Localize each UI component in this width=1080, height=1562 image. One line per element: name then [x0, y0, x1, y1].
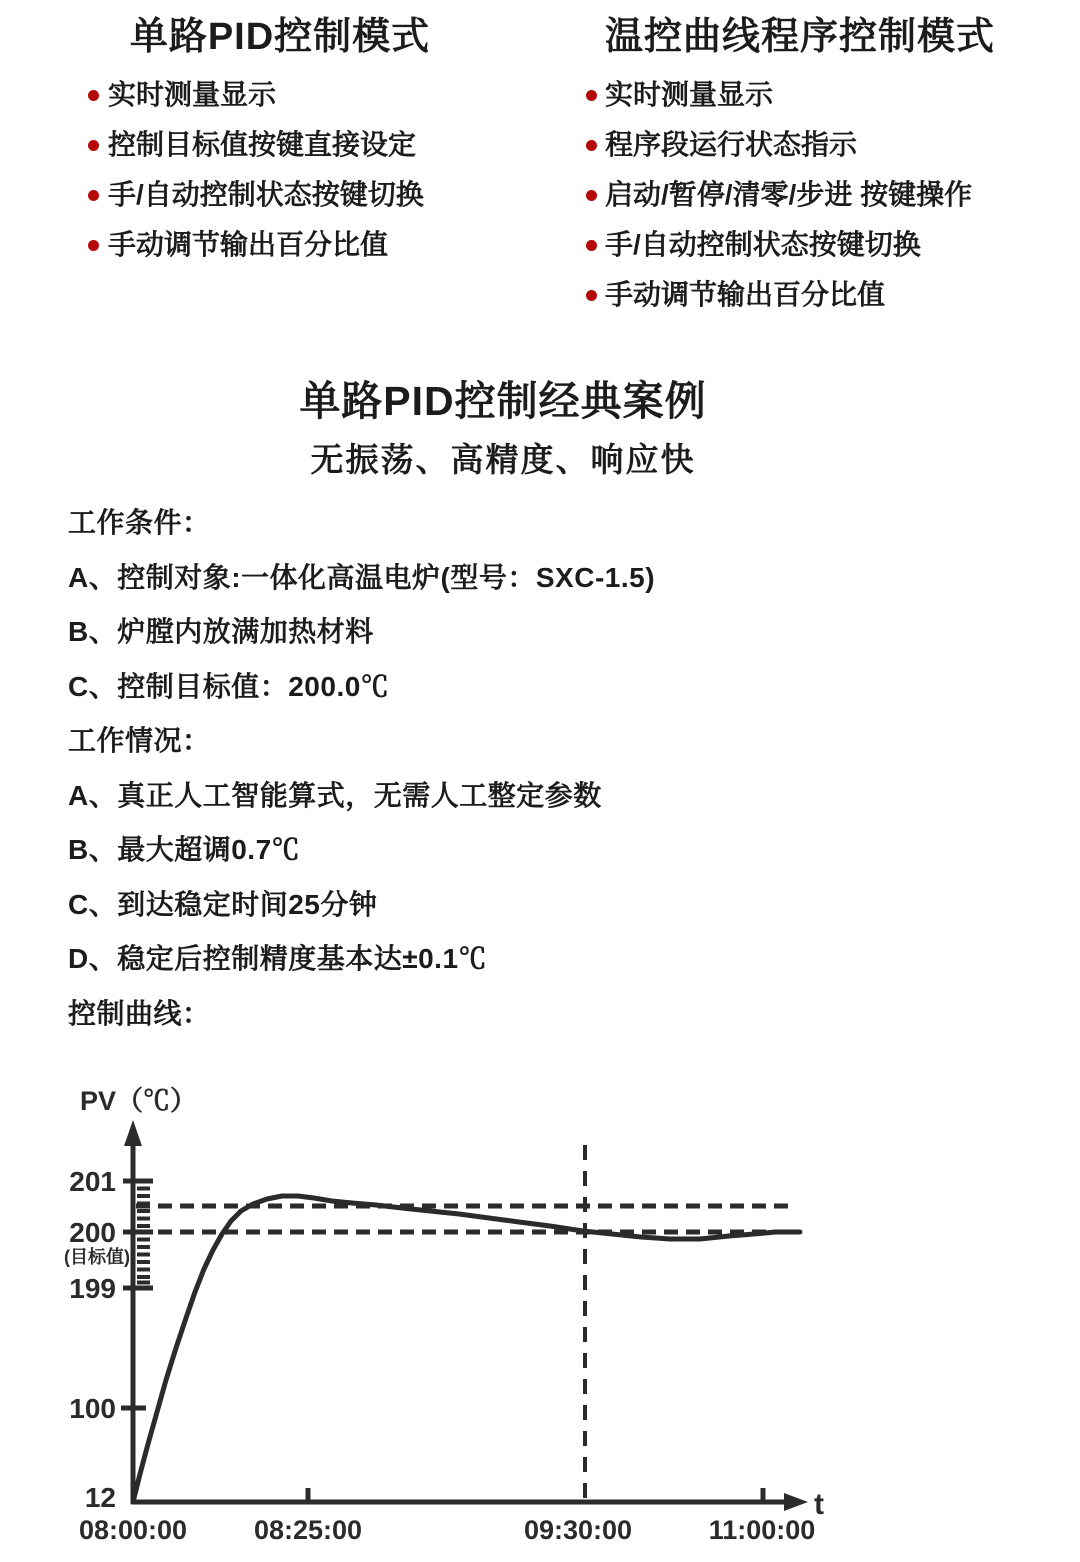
bullet-icon: [586, 90, 597, 101]
text-line-result-a: A、真正人工智能算式，无需人工整定参数: [68, 779, 602, 811]
feature-text: 手/自动控制状态按键切换: [108, 179, 424, 210]
y-tick-label: 199: [69, 1273, 116, 1304]
list-item: [60, 220, 500, 270]
feature-text: 启动/暂停/清零/步进 按键操作: [605, 179, 973, 210]
y-axis-arrow-icon: [124, 1120, 142, 1146]
pid-mode-title: 单路PID控制模式: [129, 16, 431, 58]
case-title: 单路PID控制经典案例: [299, 378, 707, 424]
bullet-icon: [88, 190, 99, 201]
case-details: [68, 496, 1028, 1041]
text-line-results-header: 工作情况：: [68, 725, 211, 756]
program-mode-title: 温控曲线程序控制模式: [604, 16, 995, 58]
list-item: [60, 120, 500, 170]
case-subtitle: 无振荡、高精度、响应快: [310, 441, 696, 478]
y-axis-label: PV（℃）: [80, 1086, 198, 1116]
text-line-result-b: B、最大超调0.7℃: [68, 834, 301, 865]
x-tick-label: 08:25:00: [253, 1515, 363, 1545]
feature-text: 实时测量显示: [108, 79, 277, 110]
feature-text: 手动调节输出百分比值: [605, 279, 886, 310]
x-axis-label: t: [814, 1488, 824, 1521]
list-item: [555, 70, 1045, 120]
bullet-icon: [586, 140, 597, 151]
text-line-result-d: D、稳定后控制精度基本达±0.1℃: [68, 943, 488, 974]
list-item: [60, 70, 500, 120]
feature-text: 手动调节输出百分比值: [108, 229, 389, 260]
y-tick-label: 200: [69, 1217, 116, 1248]
list-item: [555, 120, 1045, 170]
text-line-condition-c: C、控制目标值：200.0℃: [68, 670, 390, 702]
list-item: [555, 170, 1045, 220]
y-tick-label: 12: [84, 1482, 116, 1513]
x-axis-arrow-icon: [784, 1493, 808, 1511]
feature-text: 实时测量显示: [605, 79, 774, 110]
pid-mode-section: [60, 12, 500, 270]
program-mode-feature-list: [555, 70, 1045, 320]
bullet-icon: [586, 290, 597, 301]
text-line-condition-b: B、炉膛内放满加热材料: [68, 616, 374, 647]
pid-mode-feature-list: [60, 70, 500, 270]
feature-text: 程序段运行状态指示: [605, 129, 858, 160]
text-line-condition-a: A、控制对象:一体化高温电炉(型号：SXC-1.5): [68, 561, 656, 593]
list-item: [555, 220, 1045, 270]
list-item: [555, 270, 1045, 320]
target-value-label: (目标值): [64, 1247, 130, 1267]
x-tick-label: 08:00:00: [78, 1515, 188, 1545]
bullet-icon: [88, 140, 99, 151]
bullet-icon: [586, 190, 597, 201]
bullet-icon: [88, 240, 99, 251]
feature-text: 控制目标值按键直接设定: [108, 129, 417, 160]
x-tick-label: 11:00:00: [708, 1515, 816, 1545]
bullet-icon: [586, 240, 597, 251]
x-tick-label: 09:30:00: [523, 1515, 633, 1545]
text-line-curve-header: 控制曲线：: [68, 997, 211, 1029]
pv-curve: [133, 1196, 800, 1502]
y-tick-label: 201: [69, 1166, 116, 1197]
y-tick-label: 100: [69, 1393, 116, 1424]
chart-canvas: [0, 1062, 1080, 1562]
bullet-icon: [88, 90, 99, 101]
list-item: [60, 170, 500, 220]
text-line-result-c: C、到达稳定时间25分钟: [68, 888, 378, 920]
control-curve-chart: [0, 1062, 1080, 1562]
text-line-conditions-header: 工作条件：: [68, 507, 211, 538]
feature-text: 手/自动控制状态按键切换: [605, 229, 921, 260]
program-mode-section: [555, 12, 1045, 320]
